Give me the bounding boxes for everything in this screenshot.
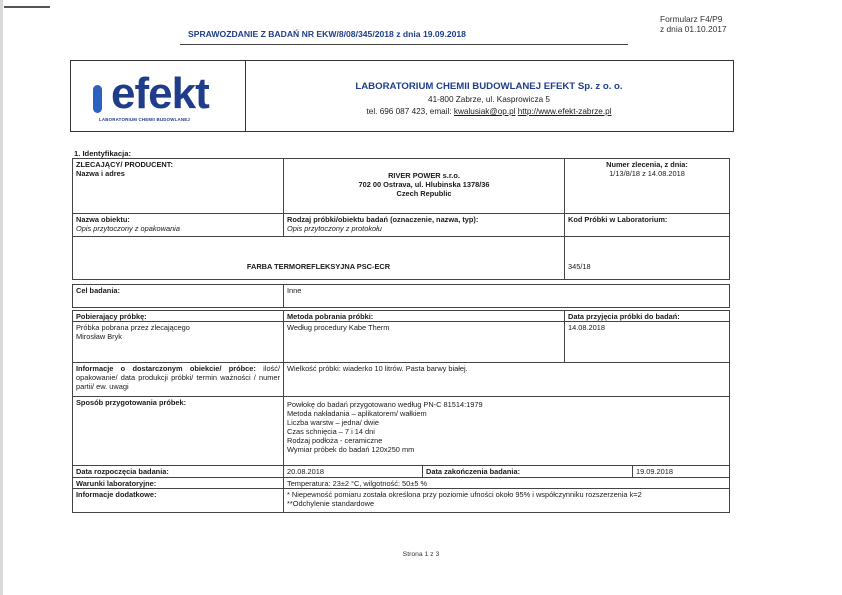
accept-label: Data przyjęcia próbki do badań: xyxy=(564,310,730,322)
sampler-line1: Próbka pobrana przez zlecającego xyxy=(76,323,190,332)
end-label: Data zakończenia badania: xyxy=(422,465,633,478)
report-title: SPRAWOZDANIE Z BADAŃ NR EKW/8/08/345/2018 z dnia 19.09.2018 xyxy=(188,29,466,39)
order-value: 1/13/8/18 z 14.08.2018 xyxy=(609,169,685,178)
sampler-line2: Mirosław Bryk xyxy=(76,332,122,341)
object-label: Nazwa obiektu: xyxy=(76,215,130,224)
email-link[interactable]: kwalusiak@op.pl xyxy=(453,107,516,116)
title-underline xyxy=(180,44,628,45)
additional-label: Informacje dodatkowe: xyxy=(72,488,284,513)
scan-mark xyxy=(4,6,50,8)
product-name: FARBA TERMOREFLEKSYJNA PSC-ECR xyxy=(72,236,565,280)
additional-cell xyxy=(283,488,730,513)
prep-line: Metoda nakładania – aplikatorem/ wałkiem xyxy=(287,409,427,418)
sample-type-label-cell xyxy=(283,213,565,237)
client-label: ZLECAJĄCY/ PRODUCENT: xyxy=(76,160,173,169)
additional-line1: * Niepewność pomiaru została określona przy poziomie ufności około 95% i współczynniku rozszerzenia k=2 xyxy=(287,490,642,499)
form-date: z dnia 01.10.2017 xyxy=(660,24,727,34)
purpose-value: Inne xyxy=(283,284,730,308)
method-label: Metoda pobrania próbki: xyxy=(283,310,565,322)
client-country: Czech Republic xyxy=(396,189,452,198)
lab-header-box xyxy=(70,60,734,132)
object-label-cell xyxy=(72,213,284,237)
prep-line: Wymiar próbek do badań 120x250 mm xyxy=(287,445,415,454)
scan-edge xyxy=(0,0,3,595)
sampler-label: Pobierający próbkę: xyxy=(72,310,284,322)
sample-type-note: Opis przytoczony z protokołu xyxy=(287,224,382,233)
drop-icon xyxy=(93,85,102,113)
order-label: Numer zlecenia, z dnia: xyxy=(606,160,688,169)
client-label-cell xyxy=(72,158,284,214)
conditions-label: Warunki laboratoryjne: xyxy=(72,477,284,489)
prep-line: Rodzaj podłoża - ceramiczne xyxy=(287,436,383,445)
info-label-rest: ilość/ opakowanie/ data produkcji próbki/ termin ważności / numer partii/ ew. uwagi xyxy=(76,364,280,391)
form-code: Formularz F4/P9 xyxy=(660,14,723,24)
logo-wordmark: efekt xyxy=(111,69,209,118)
form-identifier xyxy=(660,14,727,34)
method-value: Według procedury Kabe Therm xyxy=(283,321,565,363)
client-name: RIVER POWER s.r.o. xyxy=(388,171,460,180)
prep-line: Liczba warstw – jedna/ dwie xyxy=(287,418,380,427)
start-label: Data rozpoczęcia badania: xyxy=(72,465,284,478)
additional-line2: **Odchylenie standardowe xyxy=(287,499,375,508)
lab-contact xyxy=(245,107,733,116)
end-value: 19.09.2018 xyxy=(632,465,730,478)
prep-cell xyxy=(283,396,730,466)
lab-name: LABORATORIUM CHEMII BUDOWLANEJ EFEKT Sp. z o. o. xyxy=(355,81,623,92)
prep-line: Czas schnięcia – 7 i 14 dni xyxy=(287,427,375,436)
client-address: 702 00 Ostrava, ul. Hlubinska 1378/36 xyxy=(358,180,490,189)
company-logo xyxy=(89,67,239,123)
section-label: 1. Identyfikacja: xyxy=(74,149,131,158)
logo-subtitle: LABORATORIUM CHEMII BUDOWLANEJ xyxy=(99,117,190,122)
client-value-cell xyxy=(283,158,565,214)
sampler-cell xyxy=(72,321,284,363)
conditions-value: Temperatura: 23±2 °C, wilgotność: 50±5 % xyxy=(283,477,730,489)
info-label-cell xyxy=(72,362,284,397)
website-link[interactable]: http://www.efekt-zabrze.pl xyxy=(517,107,612,116)
order-cell xyxy=(564,158,730,214)
prep-line: Powłokę do badań przygotowano według PN-C 81514:1979 xyxy=(287,400,483,409)
lab-code-value: 345/18 xyxy=(564,236,730,280)
object-note: Opis przytoczony z opakowania xyxy=(76,224,180,233)
lab-address: 41-800 Zabrze, ul. Kasprowicza 5 xyxy=(428,95,550,104)
client-sublabel: Nazwa i adres xyxy=(76,169,125,178)
accept-value: 14.08.2018 xyxy=(564,321,730,363)
sample-type-label: Rodzaj próbki/obiektu badań (oznaczenie, nazwa, typ): xyxy=(287,215,479,224)
start-value: 20.08.2018 xyxy=(283,465,423,478)
info-label-bold: Informacje o dostarczonym obiekcie/ próbce: xyxy=(76,364,256,373)
prep-label: Sposób przygotowania próbek: xyxy=(72,396,284,466)
purpose-label: Cel badania: xyxy=(72,284,284,308)
lab-phone: tel. 696 087 423, email: xyxy=(366,107,454,116)
page-number: Strona 1 z 3 xyxy=(402,551,440,558)
lab-code-label: Kod Próbki w Laboratorium: xyxy=(564,213,730,237)
info-value: Wielkość próbki: wiaderko 10 litrów. Pasta barwy białej. xyxy=(283,362,730,397)
